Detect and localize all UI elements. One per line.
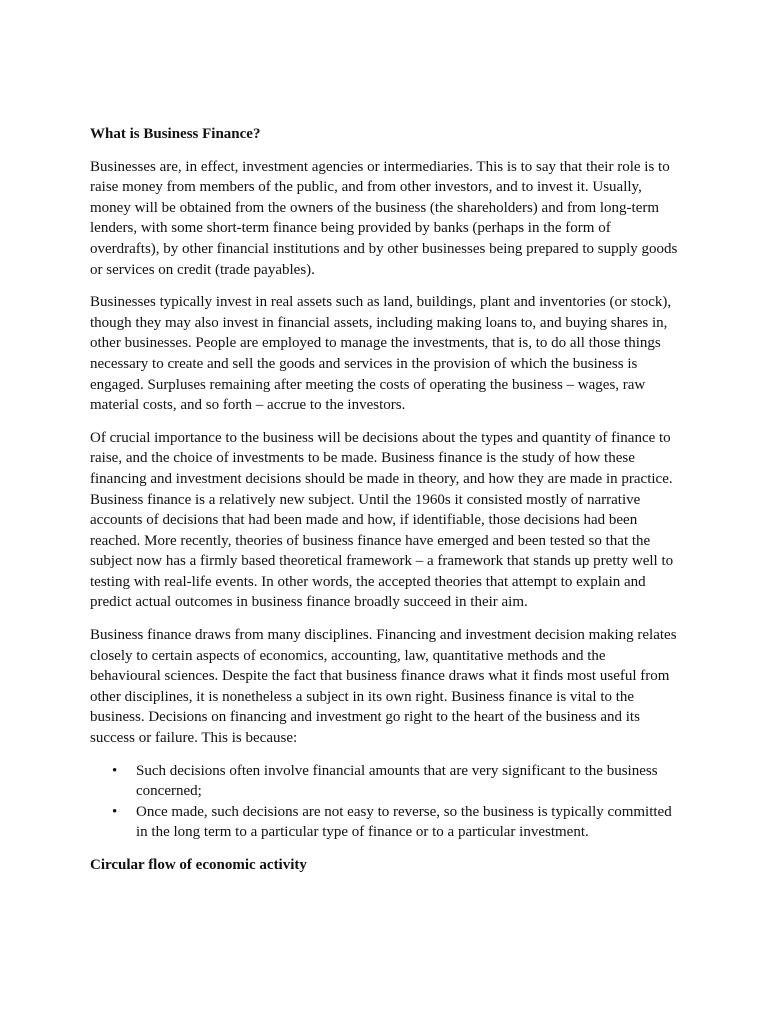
bullet-text: Such decisions often involve financial amounts that are very significant to the business concerned;	[136, 762, 658, 800]
bullet-item	[90, 761, 680, 802]
paragraph: Businesses are, in effect, investment agencies or intermediaries. This is to say that their role is to raise money from members of the public, and from other investors, and to invest it. Usually, money will be obtained from the owners of the business (the shareholders) and from long-term lenders, with some short-term finance being provided by banks (perhaps in the form of overdrafts), by other financial institutions and by other businesses being prepared to supply goods or services on credit (trade payables).	[90, 158, 678, 278]
section-heading: Circular flow of economic activity	[90, 857, 307, 873]
bullet-item	[90, 802, 680, 843]
document-page	[90, 124, 680, 876]
paragraph: Business finance draws from many disciplines. Financing and investment decision making relates closely to certain aspects of economics, accounting, law, quantitative methods and the behavioural sciences. Despite the fact that business finance draws what it finds most useful from other disciplines, it is nonetheless a subject in its own right. Business finance is vital to the business. Decisions on financing and investment go right to the heart of the business and its success or failure. This is because:	[90, 627, 677, 747]
bullet-text: Once made, such decisions are not easy to reverse, so the business is typically committed in the long term to a particular type of finance or to a particular investment.	[136, 803, 672, 841]
bullet-icon: •	[112, 762, 118, 779]
bullet-icon: •	[112, 803, 118, 820]
document-title: What is Business Finance?	[90, 126, 261, 142]
bullet-list	[90, 761, 680, 843]
paragraph: Of crucial importance to the business will be decisions about the types and quantity of finance to raise, and the choice of investments to be made. Business finance is the study of how these financing and investment decisions should be made in theory, and how they are made in practice. Business finance is a relatively new subject. Until the 1960s it consisted mostly of narrative accounts of decisions that had been made and how, if identifiable, those decisions had been reached. More recently, theories of business finance have emerged and been tested so that the subject now has a firmly based theoretical framework – a framework that stands up pretty well to testing with real-life events. In other words, the accepted theories that attempt to explain and predict actual outcomes in business finance broadly succeed in their aim.	[90, 429, 674, 611]
paragraph: Businesses typically invest in real assets such as land, buildings, plant and inventories (or stock), though they may also invest in financial assets, including making loans to, and buying shares in, other businesses. People are employed to manage the investments, that is, to do all those things necessary to create and sell the goods and services in the provision of which the business is engaged. Surpluses remaining after meeting the costs of operating the business – wages, raw material costs, and so forth – accrue to the investors.	[90, 294, 672, 414]
